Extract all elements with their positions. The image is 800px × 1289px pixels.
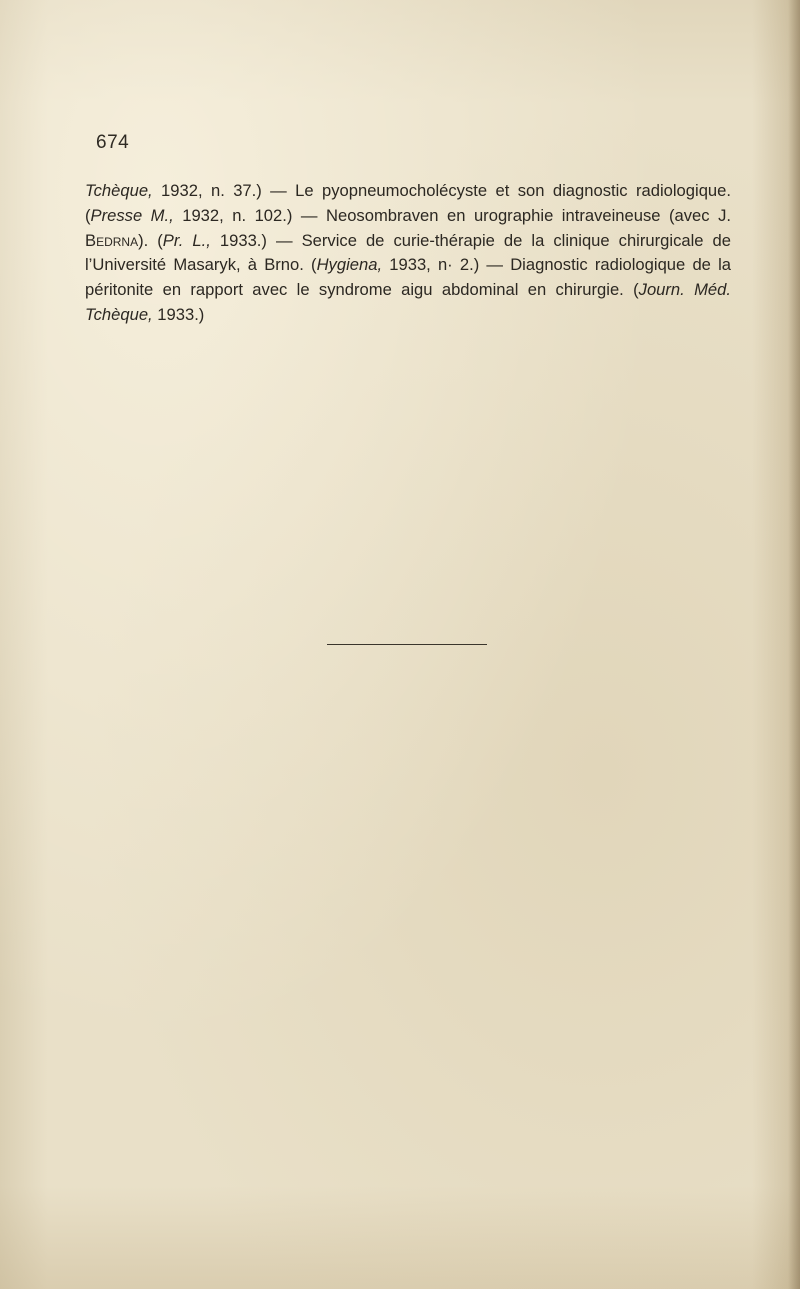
journal-title: Presse M.,	[90, 205, 174, 225]
bibliography-paragraph	[85, 179, 731, 328]
page-number: 674	[96, 132, 130, 153]
text-segment: 1933.)	[152, 304, 205, 324]
section-divider	[327, 644, 487, 645]
text-segment: 1933.) — Service de curie-thérapie de la clinique chirurgicale de l’Université Masaryk, à Brno. (	[85, 230, 731, 275]
journal-title: Tchèque,	[85, 181, 153, 200]
coauthor-name: Bedrna	[85, 230, 139, 250]
text-segment: 1932, n. 102.) — Neosombraven en urographie intraveineuse (avec J.	[173, 205, 731, 225]
text-segment: 1932, n. 37.) — Le pyopneumocholécyste et son diagnostic radiologique. (	[85, 181, 731, 225]
text-segment: 1933, n· 2.) — Diagnostic radiologique de la péritonite en rapport avec le syndrome aigu abdominal en chirurgie. (	[85, 255, 731, 300]
journal-title: Journ. Méd. Tchèque,	[85, 280, 731, 324]
text-segment: ). (	[138, 230, 163, 250]
journal-title: Hygiena,	[316, 255, 383, 275]
page-edge-shadow	[788, 0, 800, 1289]
journal-title: Pr. L.,	[162, 230, 211, 250]
